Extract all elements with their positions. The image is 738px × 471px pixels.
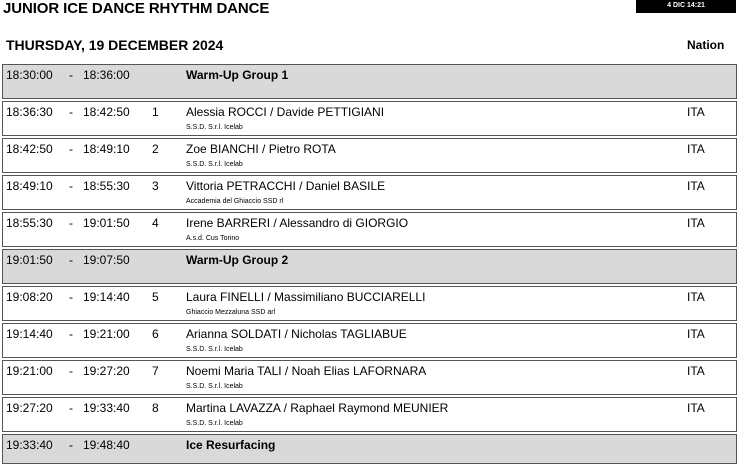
club-name: S.S.D. S.r.l. Icelab bbox=[186, 383, 243, 390]
group-label: Ice Resurfacing bbox=[186, 438, 276, 452]
couple-name: Arianna SOLDATI / Nicholas TAGLIABUE bbox=[186, 327, 407, 341]
end-time: 19:21:00 bbox=[83, 327, 130, 341]
time-separator: - bbox=[69, 68, 73, 82]
schedule-row-entry-6 bbox=[2, 323, 737, 358]
print-date-badge: 4 DIC 14:21 bbox=[636, 0, 736, 13]
page-title: JUNIOR ICE DANCE RHYTHM DANCE bbox=[3, 0, 270, 17]
schedule-row-entry-3 bbox=[2, 175, 737, 210]
nation-code: ITA bbox=[687, 327, 705, 341]
nation-code: ITA bbox=[687, 179, 705, 193]
start-time: 18:55:30 bbox=[6, 216, 53, 230]
start-time: 19:21:00 bbox=[6, 364, 53, 378]
end-time: 18:36:00 bbox=[83, 68, 130, 82]
schedule-table bbox=[2, 64, 737, 464]
club-name: Accademia del Ghiaccio SSD rl bbox=[186, 198, 284, 205]
time-separator: - bbox=[69, 364, 73, 378]
group-label: Warm-Up Group 2 bbox=[186, 253, 289, 267]
start-number: 6 bbox=[152, 327, 159, 341]
start-time: 18:49:10 bbox=[6, 179, 53, 193]
club-name: S.S.D. S.r.l. Icelab bbox=[186, 346, 243, 353]
end-time: 18:55:30 bbox=[83, 179, 130, 193]
schedule-row-entry-7 bbox=[2, 360, 737, 395]
schedule-row-entry-8 bbox=[2, 397, 737, 432]
group-label: Warm-Up Group 1 bbox=[186, 68, 289, 82]
time-separator: - bbox=[69, 290, 73, 304]
start-number: 1 bbox=[152, 105, 159, 119]
club-name: S.S.D. S.r.l. Icelab bbox=[186, 124, 243, 131]
couple-name: Irene BARRERI / Alessandro di GIORGIO bbox=[186, 216, 409, 230]
schedule-row-entry-1 bbox=[2, 101, 737, 136]
start-number: 8 bbox=[152, 401, 159, 415]
club-name: S.S.D. S.r.l. Icelab bbox=[186, 161, 243, 168]
nation-code: ITA bbox=[687, 142, 705, 156]
start-time: 18:36:30 bbox=[6, 105, 53, 119]
nation-code: ITA bbox=[687, 105, 705, 119]
start-number: 5 bbox=[152, 290, 159, 304]
start-number: 4 bbox=[152, 216, 159, 230]
start-number: 2 bbox=[152, 142, 159, 156]
schedule-row-warmup-1 bbox=[2, 64, 737, 99]
start-time: 19:08:20 bbox=[6, 290, 53, 304]
nation-code: ITA bbox=[687, 401, 705, 415]
time-separator: - bbox=[69, 438, 73, 452]
schedule-row-entry-2 bbox=[2, 138, 737, 173]
start-time: 19:33:40 bbox=[6, 438, 53, 452]
club-name: A.s.d. Cus Torino bbox=[186, 235, 240, 242]
start-time: 18:42:50 bbox=[6, 142, 53, 156]
club-name: Ghiaccio Mezzaluna SSD arl bbox=[186, 309, 276, 316]
time-separator: - bbox=[69, 327, 73, 341]
nation-code: ITA bbox=[687, 364, 705, 378]
club-name: S.S.D. S.r.l. Icelab bbox=[186, 420, 243, 427]
end-time: 19:01:50 bbox=[83, 216, 130, 230]
couple-name: Laura FINELLI / Massimiliano BUCCIARELLI bbox=[186, 290, 426, 304]
nation-code: ITA bbox=[687, 216, 705, 230]
end-time: 19:33:40 bbox=[83, 401, 130, 415]
time-separator: - bbox=[69, 105, 73, 119]
couple-name: Noemi Maria TALI / Noah Elias LAFORNARA bbox=[186, 364, 427, 378]
couple-name: Martina LAVAZZA / Raphael Raymond MEUNIER bbox=[186, 401, 449, 415]
start-time: 19:14:40 bbox=[6, 327, 53, 341]
time-separator: - bbox=[69, 216, 73, 230]
nation-code: ITA bbox=[687, 290, 705, 304]
couple-name: Zoe BIANCHI / Pietro ROTA bbox=[186, 142, 336, 156]
end-time: 19:07:50 bbox=[83, 253, 130, 267]
end-time: 19:48:40 bbox=[83, 438, 130, 452]
end-time: 18:42:50 bbox=[83, 105, 130, 119]
end-time: 19:27:20 bbox=[83, 364, 130, 378]
time-separator: - bbox=[69, 179, 73, 193]
time-separator: - bbox=[69, 401, 73, 415]
couple-name: Vittoria PETRACCHI / Daniel BASILE bbox=[186, 179, 386, 193]
schedule-row-warmup-2 bbox=[2, 249, 737, 284]
start-number: 7 bbox=[152, 364, 159, 378]
end-time: 19:14:40 bbox=[83, 290, 130, 304]
time-separator: - bbox=[69, 142, 73, 156]
time-separator: - bbox=[69, 253, 73, 267]
end-time: 18:49:10 bbox=[83, 142, 130, 156]
start-time: 18:30:00 bbox=[6, 68, 53, 82]
schedule-row-entry-4 bbox=[2, 212, 737, 247]
schedule-row-resurfacing bbox=[2, 434, 737, 464]
schedule-row-entry-5 bbox=[2, 286, 737, 321]
start-time: 19:01:50 bbox=[6, 253, 53, 267]
start-time: 19:27:20 bbox=[6, 401, 53, 415]
couple-name: Alessia ROCCI / Davide PETTIGIANI bbox=[186, 105, 385, 119]
start-number: 3 bbox=[152, 179, 159, 193]
day-heading: THURSDAY, 19 DECEMBER 2024 bbox=[6, 37, 224, 53]
nation-column-header: Nation bbox=[687, 38, 725, 52]
